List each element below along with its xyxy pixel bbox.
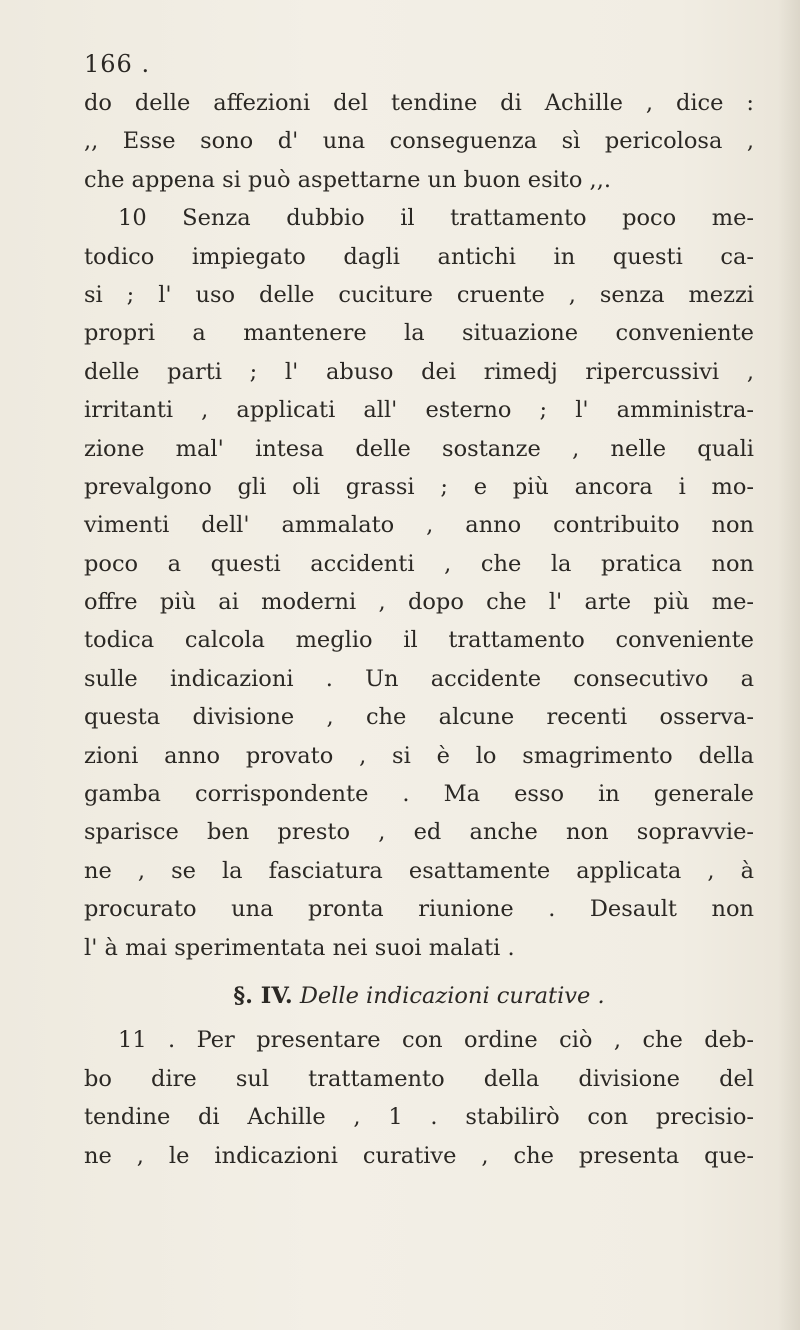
- paragraph-10: [84, 199, 754, 967]
- text-line: todico impiegato dagli antichi in questi ca-: [84, 243, 754, 270]
- text-line: l' à mai sperimentata nei suoi malati .: [84, 934, 515, 961]
- page-text: [84, 84, 754, 1175]
- text-line: poco a questi accidenti , che la pratica non: [84, 550, 754, 577]
- text-line: sparisce ben presto , ed anche non sopravvie-: [84, 819, 754, 846]
- paragraph-quote: [84, 84, 754, 199]
- text-line: si ; l' uso delle cuciture cruente , senza mezzi: [84, 281, 754, 308]
- text-line: ne , se la fasciatura esattamente applicata , à: [84, 857, 754, 884]
- text-line: 11 . Per presentare con ordine ciò , che deb-: [118, 1027, 754, 1054]
- text-line: questa divisione , che alcune recenti osserva-: [84, 704, 754, 731]
- page-edge-shadow: [778, 0, 800, 1330]
- text-line: propri a mantenere la situazione conveniente: [84, 320, 754, 347]
- section-title: Delle indicazioni curative .: [299, 982, 605, 1009]
- page-number: 166 .: [84, 50, 151, 78]
- text-line: vimenti dell' ammalato , anno contribuito non: [84, 512, 754, 539]
- text-line: ne , le indicazioni curative , che presenta que-: [84, 1142, 754, 1169]
- text-line: todica calcola meglio il trattamento conveniente: [84, 627, 754, 654]
- section-heading: [84, 977, 754, 1015]
- section-number: §. IV.: [233, 982, 293, 1009]
- text-line: ,, Esse sono d' una conseguenza sì pericolosa ,: [84, 128, 754, 155]
- text-line: do delle affezioni del tendine di Achille , dice :: [84, 90, 754, 116]
- text-line: delle parti ; l' abuso dei rimedj ripercussivi ,: [84, 358, 754, 385]
- text-line: prevalgono gli oli grassi ; e più ancora i mo-: [84, 473, 754, 500]
- text-line: tendine di Achille , 1 . stabilirò con precisio-: [84, 1104, 754, 1131]
- text-line: sulle indicazioni . Un accidente consecutivo a: [84, 665, 754, 692]
- text-line: bo dire sul trattamento della divisione del: [84, 1065, 754, 1092]
- text-line: gamba corrispondente . Ma esso in generale: [84, 781, 754, 808]
- text-line: procurato una pronta riunione . Desault non: [84, 896, 754, 923]
- paragraph-11: [84, 1021, 754, 1175]
- text-line: che appena si può aspettarne un buon esito ,,.: [84, 166, 612, 193]
- text-line: zioni anno provato , si è lo smagrimento della: [84, 742, 754, 769]
- text-line: 10 Senza dubbio il trattamento poco me-: [118, 205, 754, 232]
- text-line: offre più ai moderni , dopo che l' arte più me-: [84, 589, 754, 616]
- text-line: zione mal' intesa delle sostanze , nelle quali: [84, 435, 754, 462]
- text-line: irritanti , applicati all' esterno ; l' amministra-: [84, 397, 754, 424]
